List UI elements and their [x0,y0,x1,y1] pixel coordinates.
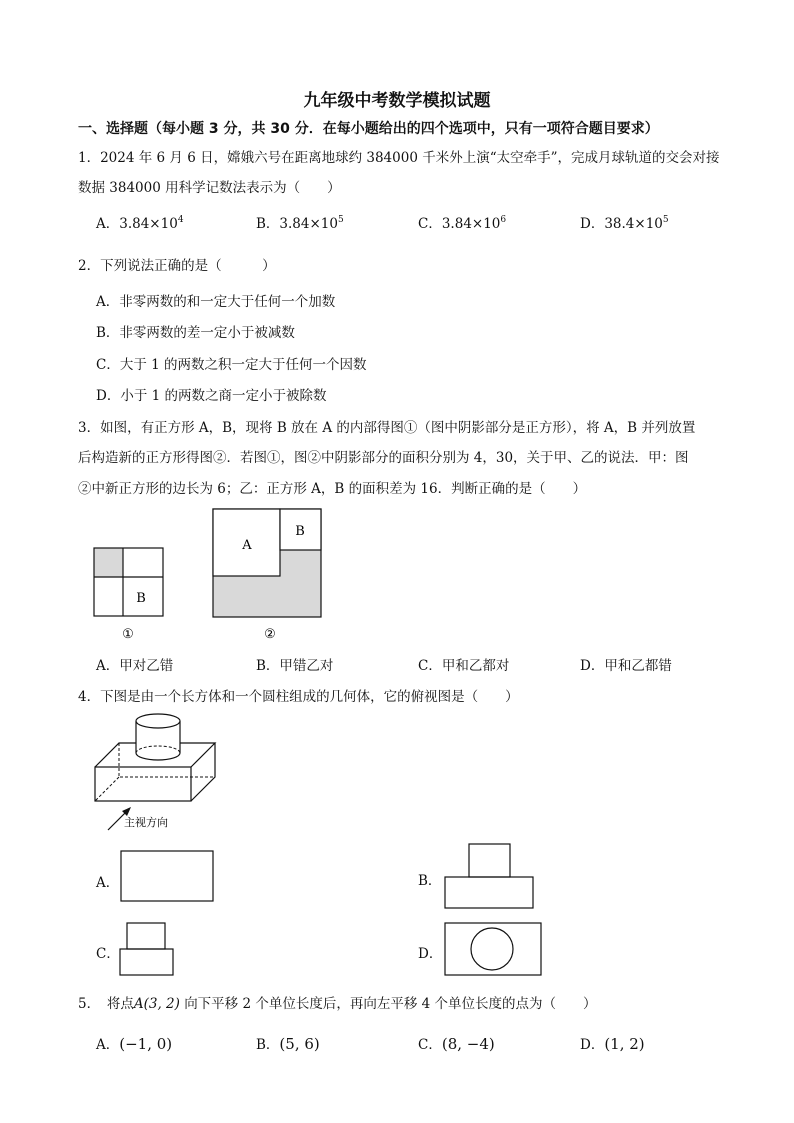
q1-option-a[interactable]: A．$3.84\times 10^4$ [96,215,184,232]
q3-option-b[interactable]: B．甲错乙对 [256,658,334,674]
q4-option-b-label[interactable]: B． [418,873,442,889]
q4-solid-figure [88,708,228,838]
q5-option-d[interactable]: D．(1, 2) [580,1035,645,1053]
figure1-caption: ① [122,627,134,642]
q4-option-a-figure[interactable] [118,848,216,904]
q4-option-d-label[interactable]: D． [418,946,443,962]
figure2-label-b: B [295,524,305,539]
q1-option-b[interactable]: B．$3.84\times 10^5$ [256,215,344,232]
q4-option-b-figure[interactable] [442,841,538,911]
section-heading: 一、选择题（每小题 3 分，共 30 分．在每小题给出的四个选项中，只有一项符合题目要求） [78,121,659,137]
q4-option-c-label[interactable]: C． [96,946,120,962]
q2-option-b[interactable]: B．非零两数的差一定小于被减数 [96,325,295,341]
page-title: 九年级中考数学模拟试题 [303,91,491,111]
q2-stem: 2．下列说法正确的是（ ） [78,258,276,274]
q5-stem: 5． 将点A(3, 2) 向下平移 2 个单位长度后，再向左平移 4 个单位长度的点为（ ） [78,996,597,1012]
q2-option-a[interactable]: A．非零两数的和一定大于任何一个加数 [96,294,336,310]
q3-option-a[interactable]: A．甲对乙错 [96,658,174,674]
q3-figure-1 [94,548,163,642]
q3-figure-2 [213,509,321,642]
q3-stem-line2: 后构造新的正方形得图②．若图①，图②中阴影部分的面积分别为 4，30，关于甲、乙的说法．甲：图 [78,450,689,466]
q3-stem-line3: ②中新正方形的边长为 6；乙：正方形 A，B 的面积差为 16．判断正确的是（ ） [78,481,587,497]
q3-figures [90,505,340,645]
figure1-label-b: B [136,591,146,606]
q4-option-c-figure[interactable] [117,920,177,978]
q5-option-b[interactable]: B．(5, 6) [256,1035,320,1053]
q4-stem: 4．下图是由一个长方体和一个圆柱组成的几何体，它的俯视图是（ ） [78,689,519,705]
q5-option-c[interactable]: C．(8, −4) [418,1035,495,1053]
figure1-shaded-square [94,548,123,577]
view-direction-label: 主视方向 [124,816,168,829]
q3-option-d[interactable]: D．甲和乙都错 [580,658,672,674]
q4-option-d-figure[interactable] [442,920,544,978]
q4-option-a-label[interactable]: A． [96,875,120,891]
q1-option-c[interactable]: C．$3.84\times 10^6$ [418,215,507,232]
q1-option-d[interactable]: D．$38.4\times 10^5$ [580,215,669,232]
q2-option-d[interactable]: D．小于 1 的两数之商一定小于被除数 [96,388,327,404]
q1-stem-line2: 数据 384000 用科学记数法表示为（ ） [78,180,341,196]
figure2-caption: ② [264,627,276,642]
figure2-label-a: A [242,538,252,553]
q3-stem-line1: 3．如图，有正方形 A，B，现将 B 放在 A 的内部得图①（图中阴影部分是正方形），将 A，B 并列放置 [78,420,696,436]
q1-stem-line1: 1．2024 年 6 月 6 日，嫦娥六号在距离地球约 384000 千米外上演“太空牵手”，完成月球轨道的交会对接 [78,150,720,166]
q5-option-a[interactable]: A．(−1, 0) [96,1035,173,1053]
q2-option-c[interactable]: C．大于 1 的两数之积一定大于任何一个因数 [96,357,367,373]
q3-option-c[interactable]: C．甲和乙都对 [418,658,510,674]
